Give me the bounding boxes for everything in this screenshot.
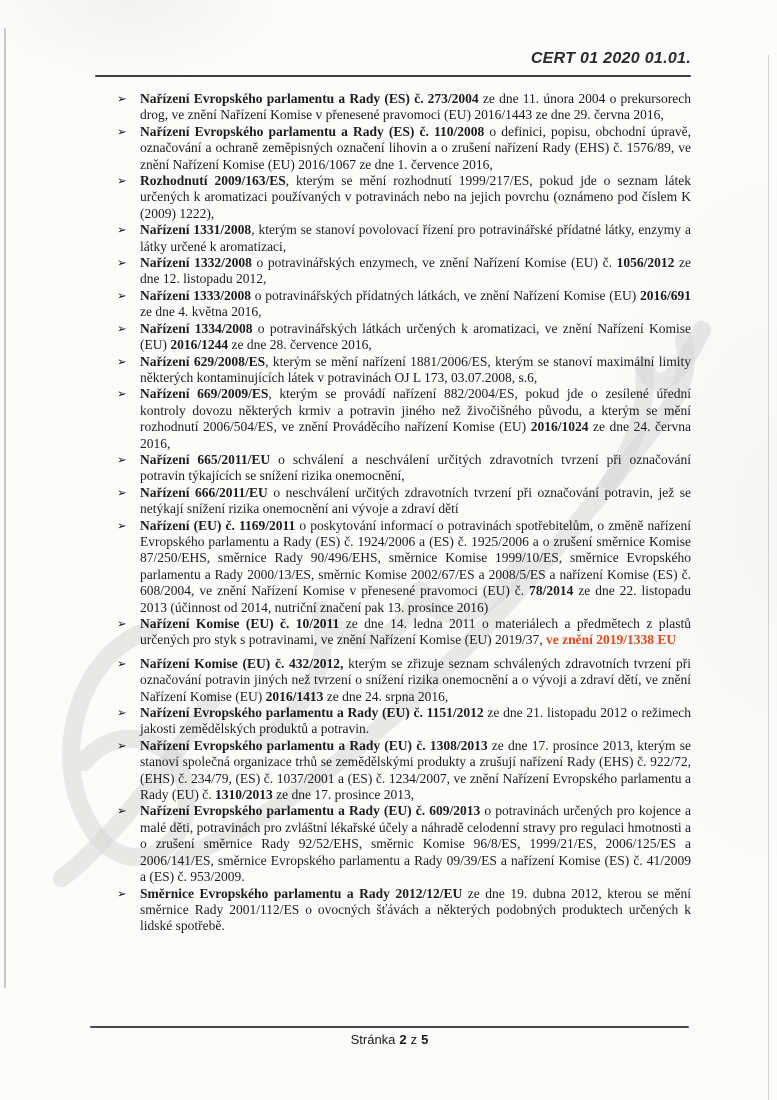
- text-segment: o definici, popisu, obchodní úpravě, označování a ochraně zeměpisných označení lihovin a o zrušení nařízení Rady (EHS) č. 1576/89, ve znění Nařízení Komise (EU) 2016/1067 ze dne 1. července 2016,: [140, 123, 691, 172]
- list-item: [117, 222, 691, 255]
- list-item: [117, 616, 691, 649]
- text-segment: ze dne 28. července 2016,: [228, 337, 372, 353]
- text-segment: Nařízení 1332/2008: [140, 255, 252, 271]
- list-item-text: [140, 452, 691, 485]
- list-item-text: [140, 321, 691, 354]
- list-item-text: [140, 255, 691, 288]
- arrow-bullet-icon: ➢: [117, 487, 127, 500]
- text-segment: ze dne 11. února 2004 o prekursorech drog, ve znění Nařízení Komise v přenesené pravomoci (EU) 2016/1443 ze dne 29. června 2016,: [140, 91, 692, 123]
- arrow-bullet-icon: ➢: [117, 356, 127, 368]
- scan-edge-line-left: [4, 28, 6, 988]
- footer-prefix: Stránka: [350, 1032, 396, 1047]
- text-segment: o poskytování informací o potravinách spotřebitelům, o změně nařízení Evropského parlamentu a Rady (ES) č. 1924/2006 a (ES) č. 1925/2006 a o zrušení směrnice Komise 87/250/EHS, směrnice Rady 90/496/EHS, směrnice Komise 1999/10/ES, směrnice Evropského parlamentu a Rady 2000/13/ES, směrnic Komise 2002/67/ES a 2008/5/ES a nařízení Komise (ES) č. 608/2004, ve znění Nařízení Komise v přenesené pravomoci (EU) č.: [140, 517, 692, 599]
- text-segment: Nařízení Evropského parlamentu a Rady (ES) č. 273/2004: [140, 91, 483, 106]
- list-item-text: [140, 803, 691, 885]
- text-segment: Rozhodnutí 2009/163/ES: [140, 173, 286, 189]
- footer-current-page: 2: [399, 1032, 407, 1047]
- arrow-bullet-icon: ➢: [117, 323, 127, 336]
- text-segment: , kterým se mění nařízení 1881/2006/ES, kterým se stanoví maximální limity některých kontaminujících látek v potravinách OJ L 173, 03.07.2008, s.6,: [140, 353, 692, 385]
- arrow-bullet-icon: ➢: [117, 618, 127, 631]
- arrow-bullet-icon: ➢: [117, 93, 127, 106]
- list-item-text: [140, 288, 691, 321]
- text-segment: ze dne 17. prosince 2013, kterým se stanoví společná organizace trhů se zemědělskými produkty a zrušují nařízení Rady (EHS) č. 922/72, (EHS) č. 234/79, (ES) č. 1037/2001 a (ES) č. 1234/2007, ve znění Nařízení Evropského parlamentu a Rady (EU) č.: [140, 737, 691, 803]
- list-item-text: [140, 485, 691, 518]
- text-segment: 2016/691: [639, 287, 691, 303]
- list-item: [117, 288, 691, 321]
- text-segment: Nařízení Evropského parlamentu a Rady (ES) č. 110/2008: [140, 123, 490, 139]
- footer-total-pages: 5: [421, 1032, 429, 1047]
- text-segment: Nařízení 629/2008/ES: [140, 353, 266, 369]
- arrow-bullet-icon: ➢: [117, 454, 127, 467]
- list-item: [117, 518, 691, 616]
- text-segment: Nařízení 666/2011/EU: [140, 484, 268, 500]
- arrow-bullet-icon: ➢: [117, 126, 127, 139]
- text-segment: ze dne 12. listopadu 2012,: [140, 255, 691, 287]
- arrow-bullet-icon: ➢: [117, 520, 127, 533]
- list-item: [117, 386, 691, 452]
- text-segment: o potravinářských přídatných látkách, ve znění Nařízení Komise (EU): [251, 287, 640, 303]
- text-segment: ze dne 4. května 2016,: [140, 304, 262, 320]
- text-segment: Směrnice Evropského parlamentu a Rady 2012/12/EU: [140, 885, 463, 901]
- list-item: [117, 321, 691, 354]
- text-segment: Nařízení Evropského parlamentu a Rady (EU) č. 609/2013: [140, 803, 481, 819]
- text-segment: , kterým se mění rozhodnutí 1999/217/ES, pokud jde o seznam látek určených k aromatizaci používaných v potravinách nebo na jejich povrchu (oznámeno pod číslem K (2009) 1222),: [140, 173, 691, 221]
- text-segment: o potravinářských látkách určených k aromatizaci, ve znění Nařízení Komise (EU): [140, 320, 691, 353]
- arrow-bullet-icon: ➢: [117, 707, 127, 720]
- list-item-text: [140, 705, 691, 738]
- footer-separator: z: [410, 1032, 418, 1047]
- list-item-text: [140, 656, 691, 705]
- text-segment: Nařízení Evropského parlamentu a Rady (EU) č. 1151/2012: [140, 705, 484, 721]
- list-item-text: [140, 518, 691, 616]
- list-item: [117, 738, 691, 804]
- list-item: [117, 173, 691, 222]
- text-segment: ze dne 24. června 2016,: [140, 419, 691, 451]
- arrow-bullet-icon: ➢: [117, 257, 127, 270]
- page-number-footer: [90, 1032, 689, 1047]
- text-segment: o neschválení určitých zdravotních tvrzení při označování potravin, jež se netýkají snížení rizika onemocnění ani vývoje a zdraví dětí: [140, 484, 691, 517]
- text-segment: 78/2014: [529, 583, 574, 599]
- text-segment: Nařízení 665/2011/EU: [140, 451, 271, 467]
- regulation-list: [117, 91, 691, 935]
- list-item-text: [140, 222, 691, 255]
- list-item: [117, 452, 691, 485]
- arrow-bullet-icon: ➢: [117, 290, 127, 303]
- list-item-text: [140, 124, 691, 173]
- text-segment: Nařízení 1334/2008: [140, 320, 253, 336]
- text-segment: ze dne 22. listopadu 2013 (účinnost od 2014, nutriční značení pak 13. prosince 2016): [140, 583, 691, 615]
- text-segment: 1310/2013: [214, 787, 273, 803]
- arrow-bullet-icon: ➢: [117, 888, 127, 900]
- text-segment: kterým se zřizuje seznam schválených zdravotních tvrzení při označování potravin jiných než tvrzení o snížení rizika onemocnění a o vývoji a zdraví dětí, ve znění Nařízení Komise (EU): [140, 655, 691, 704]
- header-doc-code: CERT 01 2020 01.01.: [530, 50, 691, 67]
- text-segment: o potravinářských enzymech, ve znění Nařízení Komise (EU) č.: [251, 255, 617, 271]
- arrow-bullet-icon: ➢: [117, 740, 127, 753]
- text-segment: Nařízení Evropského parlamentu a Rady (EU) č. 1308/2013: [140, 737, 488, 753]
- list-item: [117, 354, 691, 387]
- text-segment: , kterým se stanoví povolovací řízení pro potravinářské přídatné látky, enzymy a látky určené k aromatizaci,: [140, 222, 691, 254]
- list-item: [117, 656, 691, 705]
- list-item: [117, 803, 691, 885]
- text-segment: Nařízení Komise (EU) č. 10/2011: [140, 616, 340, 631]
- header-rule: [95, 75, 691, 77]
- text-segment: o potravinách určených pro kojence a malé děti, potravinách pro zvláštní lékařské účely a náhradě celodenní stravy pro regulaci hmotnosti a o zrušení směrnice Rady 92/52/EHS, směrnic Komise 96/8/ES, 1999/21/ES, 2006/125/ES a 2006/141/ES, směrnice Evropského parlamentu a Rady 09/39/ES a nařízení Komise (ES) č. 41/2009 a (ES) č. 953/2009.: [140, 803, 691, 885]
- text-segment: ze dne 24. srpna 2016,: [323, 688, 449, 704]
- text-segment: ze dne 17. prosince 2013,: [272, 787, 415, 803]
- list-item: [117, 255, 691, 288]
- text-segment: ze dne 19. dubna 2012, kterou se mění směrnice Rady 2001/112/ES o ovocných šťávách a některých podobných produktech určených k lidské spotřebě.: [140, 885, 692, 934]
- list-item-text: [140, 91, 691, 124]
- text-segment: Nařízení 1331/2008: [140, 222, 252, 238]
- footer-rule: [90, 1026, 689, 1028]
- list-item-text: [140, 616, 691, 649]
- text-segment: , kterým se provádí nařízení 882/2004/ES, pokud jde o zesílené úřední kontroly dovozu některých krmiv a potravin jiného než živočišného původu, a kterým se mění rozhodnutí 2006/504/ES, ve znění Prováděcího nařízení Komise (EU): [140, 386, 692, 435]
- list-item-text: [140, 886, 691, 935]
- list-item: [117, 124, 691, 173]
- list-item: [117, 705, 691, 738]
- list-item: [117, 91, 691, 124]
- list-item-text: [140, 354, 691, 387]
- text-segment: Nařízení Komise (EU) č. 432/2012,: [140, 655, 344, 671]
- list-item: [117, 485, 691, 518]
- text-segment: 2016/1024: [530, 419, 589, 435]
- list-item: [117, 886, 691, 935]
- text-segment: 2016/1413: [265, 688, 324, 704]
- list-item-text: [140, 738, 691, 804]
- list-item-text: [140, 386, 691, 452]
- text-segment: o schválení a neschválení určitých zdravotních tvrzení při označování potravin týkajících se snížení rizika onemocnění,: [140, 451, 691, 484]
- text-segment: Nařízení 1333/2008: [140, 287, 252, 303]
- arrow-bullet-icon: ➢: [117, 224, 127, 237]
- text-segment: ze dne 21. listopadu 2012 o režimech jakosti zemědělských produktů a potravin.: [140, 705, 691, 737]
- list-item-text: [140, 173, 691, 222]
- arrow-bullet-icon: ➢: [117, 388, 127, 401]
- amendment-highlight: ve znění 2019/1338 EU: [546, 632, 677, 648]
- arrow-bullet-icon: ➢: [117, 805, 127, 818]
- arrow-bullet-icon: ➢: [117, 658, 127, 671]
- text-segment: 1056/2012: [616, 255, 675, 271]
- text-segment: 2016/1244: [170, 337, 229, 353]
- text-segment: Nařízení (EU) č. 1169/2011: [140, 517, 300, 533]
- text-segment: Nařízení 669/2009/ES: [140, 386, 269, 402]
- scan-edge-line-right: [768, 55, 769, 1100]
- arrow-bullet-icon: ➢: [117, 175, 127, 188]
- text-segment: ze dne 14. ledna 2011 o materiálech a předmětech z plastů určených pro styk s potravinami, ve znění Nařízení Komise (EU) 2019/37,: [140, 616, 691, 648]
